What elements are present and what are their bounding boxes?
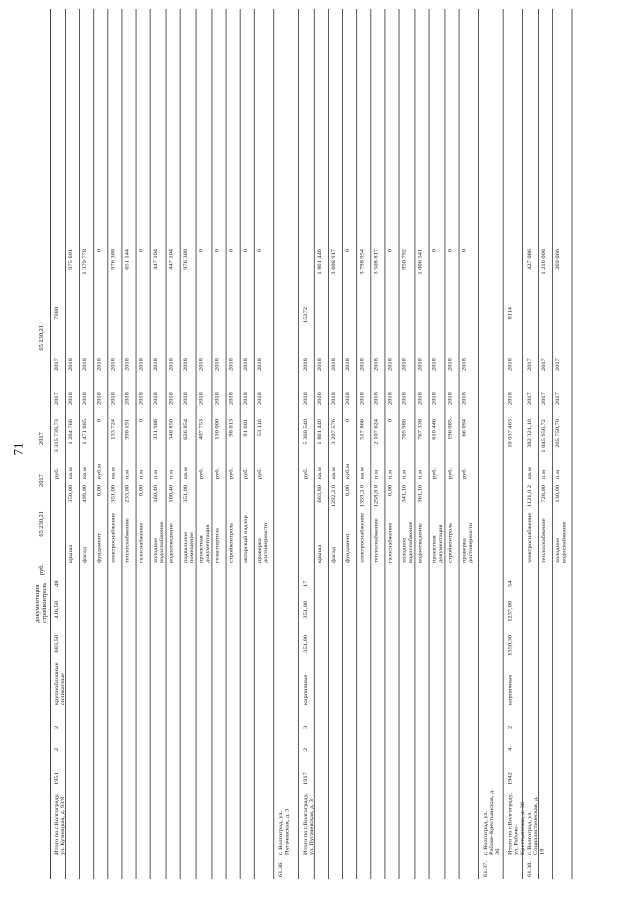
address: г. Волгоград, ул. Социалистическая, д. 18 — [526, 796, 546, 855]
row-divider — [298, 9, 299, 879]
row-divider — [328, 9, 329, 879]
done-year: 2018 — [182, 358, 189, 371]
total-label: Итого по г.Волгограду, ул. Кузнецкая, д. 93/8 — [53, 793, 67, 855]
plan-year: 2018 — [401, 392, 408, 405]
done-year: 2018 — [256, 358, 263, 371]
limit-cost: 447 104 — [152, 249, 159, 270]
work-quantity: 0,00 — [387, 485, 394, 497]
work-cost: 2 107 624 — [373, 419, 380, 445]
row-divider — [136, 9, 137, 879]
work-type: холодное водоснабжение — [554, 521, 568, 563]
work-cost: 5 360 540 — [302, 419, 309, 445]
work-type: электроснабжение — [358, 512, 366, 563]
work-cost: 340 850 — [168, 419, 175, 440]
work-type: крыша — [316, 544, 323, 563]
plan-year: 2017 — [540, 392, 547, 405]
work-quantity: 160,40 — [152, 485, 159, 503]
work-type: проектная документация — [198, 524, 211, 563]
work-cost: 1 045 956,72 — [540, 419, 547, 453]
plan-year: 2018 — [198, 392, 205, 405]
unit: п.м — [138, 469, 145, 479]
limit-cost: 0 — [344, 249, 351, 253]
work-cost: 0 — [138, 419, 145, 423]
work-type: теплоснабжение — [373, 518, 380, 563]
plan-year: 2018 — [417, 392, 424, 405]
unit: п.м — [152, 469, 159, 479]
address: г. Волгоград, ул. Рабоче-Крестьянская, д. 36 — [482, 789, 502, 855]
work-quantity: 499,00 — [81, 485, 88, 503]
work-cost: 767 338 — [417, 419, 424, 440]
total-area: 683,50 — [53, 635, 60, 653]
row-divider — [384, 9, 385, 879]
work-type: подвальное помещение — [182, 531, 195, 563]
page-number: 71 — [10, 442, 26, 456]
limit-cost: 269 066 — [554, 249, 561, 270]
plan-year: 2018 — [358, 392, 366, 405]
work-type: фасад — [81, 547, 88, 563]
limit-cost: 3 508 817 — [373, 249, 380, 275]
done-year: 2018 — [168, 358, 175, 371]
unit: кв.м — [182, 467, 189, 479]
work-type: проверка достоверности — [461, 522, 474, 563]
done-year: 2017 — [53, 358, 60, 371]
work-cost: 0 — [344, 419, 351, 423]
done-year: 2018 — [507, 358, 514, 371]
done-year: 2018 — [316, 358, 323, 371]
plan-year: 2018 — [214, 392, 221, 405]
row-divider — [150, 9, 151, 879]
unit: кв.м — [316, 467, 323, 479]
limit-cost: 0 — [461, 249, 468, 253]
done-year: 2018 — [214, 358, 221, 371]
plan-year: 2016 — [316, 392, 323, 405]
unit: кв.м — [81, 467, 88, 479]
specific-cost: 7980 — [53, 307, 60, 320]
work-cost: 196 085 — [447, 419, 454, 440]
work-cost: 626 854 — [182, 419, 189, 440]
work-type: газоснабжение — [138, 522, 145, 563]
done-year: 2018 — [67, 358, 74, 371]
unit: руб. — [198, 467, 205, 479]
work-type: теплоснабжение — [124, 518, 131, 563]
wall-material: кирпичные — [507, 674, 514, 705]
limit-cost: 1 216 008 — [540, 249, 547, 275]
work-type: холодное водоснабжение — [152, 521, 165, 563]
plan-year: 2018 — [373, 392, 380, 405]
work-cost: 10 037 463 — [507, 419, 514, 448]
row-divider — [93, 9, 94, 879]
row-divider — [552, 9, 553, 879]
work-cost: 3 315 739,73 — [53, 419, 60, 453]
living-area: 416,50 — [53, 601, 60, 619]
work-type: фасад — [330, 547, 337, 563]
work-quantity: 351,00 — [182, 485, 189, 503]
work-cost: 3 207 576 — [330, 419, 337, 445]
limit-cost: 0 — [387, 249, 394, 253]
row-divider — [240, 9, 241, 879]
limit-cost: 3 608 917 — [330, 249, 337, 275]
wall-material: кирпичные — [302, 674, 309, 705]
row-divider — [503, 9, 504, 879]
limit-cost: 0 — [214, 249, 221, 253]
row-divider — [370, 9, 371, 879]
done-year: 2018 — [228, 358, 235, 371]
work-quantity: 0,00 — [138, 485, 145, 497]
done-year: 2018 — [431, 358, 438, 371]
build-year: 1951 — [53, 772, 60, 785]
plan-year: 2017 — [554, 392, 561, 405]
row-divider — [356, 9, 357, 879]
total-label: Итого по г.Волгограду, ул. Пугачевская, д. 3 — [302, 793, 315, 855]
done-year: 2017 — [554, 358, 561, 371]
floors: 4 — [507, 747, 514, 751]
entrances: 2 — [507, 725, 514, 729]
work-cost: 53 116 — [256, 419, 263, 437]
done-year: 2018 — [242, 358, 249, 371]
row-divider — [254, 9, 255, 879]
limit-cost: 950 792 — [401, 249, 408, 270]
plan-year: 2018 — [344, 392, 351, 405]
limit-cost: 447 104 — [168, 249, 175, 270]
row-divider — [196, 9, 197, 879]
unit: руб. — [302, 467, 309, 479]
limit-cost: 0 — [242, 249, 249, 253]
item-number: 61.37. — [482, 861, 489, 877]
work-type: проектная документация — [431, 524, 444, 563]
work-type: теплоснабжение — [540, 518, 547, 563]
done-year: 2018 — [461, 358, 468, 371]
work-cost: 133 724 — [110, 419, 117, 440]
limit-cost: 0 — [198, 249, 205, 253]
unit: п.м — [401, 469, 408, 479]
living-area: 1237,00 — [507, 601, 514, 622]
top-unit: руб. — [38, 563, 45, 575]
residents: 54 — [507, 580, 514, 587]
unit: п.м — [373, 469, 380, 479]
entrances: 3 — [302, 725, 309, 729]
top-work-label: документация стройконтроль — [34, 582, 49, 623]
rotated-table — [20, 5, 580, 885]
limit-cost: 0 — [228, 249, 235, 253]
work-type: электроснабжение — [526, 512, 533, 563]
work-type: водоотведение — [168, 523, 175, 563]
done-year: 2018 — [358, 358, 366, 371]
build-year: 1942 — [507, 772, 514, 785]
work-cost: 91 601 — [242, 419, 249, 437]
residents: 48 — [53, 580, 60, 587]
top-year-b: 2017 — [38, 432, 45, 445]
limit-cost: 3 798 954 — [358, 249, 366, 275]
work-cost: 1 264 766 — [67, 419, 74, 445]
limit-cost: 1 861 446 — [316, 249, 323, 275]
work-quantity: 1258,8 0 — [373, 485, 380, 508]
work-type: стройконтроль — [228, 522, 235, 563]
done-year: 2017 — [526, 358, 533, 371]
row-divider — [226, 9, 227, 879]
unit: куб.м — [95, 463, 103, 479]
row-divider — [121, 9, 122, 879]
work-type: авторский надзор — [242, 515, 249, 563]
work-type: фундамент — [344, 533, 351, 563]
work-quantity: 341,10 — [401, 485, 408, 503]
unit: руб. — [53, 467, 60, 479]
done-year: 2018 — [110, 358, 117, 371]
total-area: 351,00 — [302, 635, 309, 653]
unit: кв.м — [67, 467, 74, 479]
work-type: фундамент — [95, 533, 103, 563]
floors: 2 — [53, 747, 60, 751]
plan-year: 2018 — [168, 392, 175, 405]
unit: куб.м — [344, 463, 351, 479]
plan-year: 2018 — [95, 392, 103, 405]
work-quantity: 130,00 — [554, 485, 561, 503]
limit-cost: 0 — [256, 249, 263, 253]
wall-material: крупноблочные силикатные — [53, 662, 67, 705]
row-divider — [314, 9, 315, 879]
row-divider — [414, 9, 415, 879]
done-year: 2018 — [152, 358, 159, 371]
row-divider — [50, 9, 51, 879]
done-year: 2018 — [95, 358, 103, 371]
limit-cost: 0 — [95, 249, 103, 253]
unit: кв.м — [110, 467, 117, 479]
work-cost: 0 — [95, 419, 103, 423]
unit: руб. — [242, 467, 249, 479]
plan-year: 2018 — [81, 392, 88, 405]
limit-cost: 651 144 — [124, 249, 131, 270]
work-quantity: 0,00 — [344, 485, 351, 497]
row-divider — [538, 9, 539, 879]
row-divider — [444, 9, 445, 879]
limit-cost: 975 601 — [67, 249, 74, 270]
done-year: 2018 — [344, 358, 351, 371]
row-divider — [459, 9, 460, 879]
row-divider — [478, 9, 479, 879]
plan-year: 2018 — [152, 392, 159, 405]
plan-year: 2018 — [67, 392, 74, 405]
plan-year: 2017 — [53, 392, 60, 405]
limit-cost: 976 388 — [182, 249, 189, 270]
done-year: 2017 — [540, 358, 547, 371]
row-divider — [107, 9, 108, 879]
unit: руб. — [228, 467, 235, 479]
work-cost: 331 986 — [152, 419, 159, 440]
done-year: 2018 — [401, 358, 408, 371]
work-cost: 1 471 685 — [81, 419, 88, 445]
work-type: водоотведение — [417, 523, 424, 563]
unit: кв.м — [526, 467, 533, 479]
total-label: Итого по г.Волгограду, ул. Рабоче-Крестьянская, д. 36 — [507, 793, 527, 855]
done-year: 2018 — [387, 358, 394, 371]
limit-cost: 976 388 — [110, 249, 117, 270]
residents: 17 — [302, 580, 309, 587]
work-quantity: 361,10 — [417, 485, 424, 503]
row-divider — [342, 9, 343, 879]
work-quantity: 160,40 — [168, 485, 175, 503]
work-type: крыша — [67, 544, 74, 563]
done-year: 2018 — [330, 358, 337, 371]
row-divider — [273, 9, 274, 879]
limit-cost: 1 006 541 — [417, 249, 424, 275]
plan-year: 2018 — [461, 392, 468, 405]
plan-year: 2018 — [447, 392, 454, 405]
row-divider — [429, 9, 430, 879]
unit: кв.м — [330, 467, 337, 479]
done-year: 2018 — [198, 358, 205, 371]
top-year-a: 2017 — [38, 474, 45, 487]
done-year: 2018 — [138, 358, 145, 371]
plan-year: 2018 — [507, 392, 514, 405]
row-divider — [180, 9, 181, 879]
work-cost: 0 — [387, 419, 394, 423]
unit: п.м — [387, 469, 394, 479]
plan-year: 2018 — [138, 392, 145, 405]
done-year: 2018 — [417, 358, 424, 371]
build-year: 1917 — [302, 772, 309, 785]
work-quantity: 233,00 — [124, 485, 131, 503]
specific-cost: 15272 — [302, 307, 309, 323]
unit: п.м — [540, 469, 547, 479]
address: г. Волгоград, ул. Пугачевская, д. 3 — [277, 808, 291, 855]
row-divider — [166, 9, 167, 879]
row-divider — [65, 9, 66, 879]
row-divider — [522, 9, 523, 879]
plan-year: 2017 — [526, 392, 533, 405]
work-cost: 390 191 — [124, 419, 131, 440]
done-year: 2018 — [81, 358, 88, 371]
work-cost: 66 094 — [461, 419, 468, 437]
item-number: 61.38. — [526, 861, 533, 877]
limit-cost: 0 — [138, 249, 145, 253]
work-quantity: 1121,0 2 — [526, 485, 533, 508]
unit: руб. — [461, 467, 468, 479]
limit-cost: 1 379 778 — [81, 249, 88, 275]
work-type: электроснабжение — [110, 512, 117, 563]
work-type: газоснабжение — [387, 522, 394, 563]
plan-year: 2018 — [110, 392, 117, 405]
done-year: 2018 — [124, 358, 131, 371]
plan-year: 2018 — [330, 392, 337, 405]
work-cost: 130 000 — [214, 419, 221, 440]
work-cost: 382 321,18 — [526, 419, 533, 448]
work-quantity: 1292,2 0 — [330, 485, 337, 508]
work-cost: 407 753 — [198, 419, 205, 440]
work-type: стройконтроль — [447, 522, 454, 563]
work-quantity: 350,00 — [67, 485, 74, 503]
total-area: 1350,30 — [507, 635, 514, 656]
top-total: 65 230,21 — [38, 325, 45, 351]
plan-year: 2018 — [302, 392, 309, 405]
unit: п.м — [554, 469, 561, 479]
limit-cost: 427 086 — [526, 249, 533, 270]
done-year: 2018 — [302, 358, 309, 371]
unit: кв.м — [358, 467, 366, 479]
living-area: 351,00 — [302, 601, 309, 619]
unit: руб. — [214, 467, 221, 479]
unit: п.м — [168, 469, 175, 479]
plan-year: 2018 — [387, 392, 394, 405]
unit: руб. — [256, 467, 263, 479]
work-type: холодное водоснабжение — [401, 521, 414, 563]
limit-cost: 0 — [447, 249, 454, 253]
done-year: 2018 — [447, 358, 454, 371]
work-quantity: 663,80 — [316, 485, 323, 503]
entrances: 2 — [53, 725, 60, 729]
work-quantity: 728,00 — [540, 485, 547, 503]
work-cost: 1 861 446 — [316, 419, 323, 445]
floors: 2 — [302, 747, 309, 751]
work-quantity: 351,00 — [110, 485, 117, 503]
plan-year: 2018 — [182, 392, 189, 405]
work-quantity: 1359,3 0 — [358, 485, 366, 508]
row-divider — [399, 9, 400, 879]
work-cost: 205 750,70 — [554, 419, 561, 448]
work-type: геэкспертиза — [214, 528, 221, 563]
limit-cost: 0 — [431, 249, 438, 253]
plan-year: 2018 — [228, 392, 235, 405]
unit: руб. — [431, 467, 438, 479]
work-cost: 705 988 — [401, 419, 408, 440]
row-divider — [212, 9, 213, 879]
work-type: проверка достоверности — [256, 522, 270, 563]
work-cost: 610 446 — [431, 419, 438, 440]
item-number: 61.36. — [277, 861, 284, 877]
row-divider — [79, 9, 80, 879]
specific-cost: 8114 — [507, 307, 514, 320]
unit: руб. — [447, 467, 454, 479]
plan-year: 2018 — [431, 392, 438, 405]
unit: п.м — [417, 469, 424, 479]
work-cost: 98 013 — [228, 419, 235, 437]
done-year: 2018 — [373, 358, 380, 371]
plan-year: 2018 — [124, 392, 131, 405]
top-cost: 65 230,21 — [38, 511, 45, 537]
plan-year: 2018 — [256, 392, 263, 405]
row-divider — [572, 9, 573, 879]
work-cost: 517 866 — [358, 419, 366, 440]
plan-year: 2018 — [242, 392, 249, 405]
unit: п.м — [124, 469, 131, 479]
work-quantity: 0,00 — [95, 485, 103, 497]
